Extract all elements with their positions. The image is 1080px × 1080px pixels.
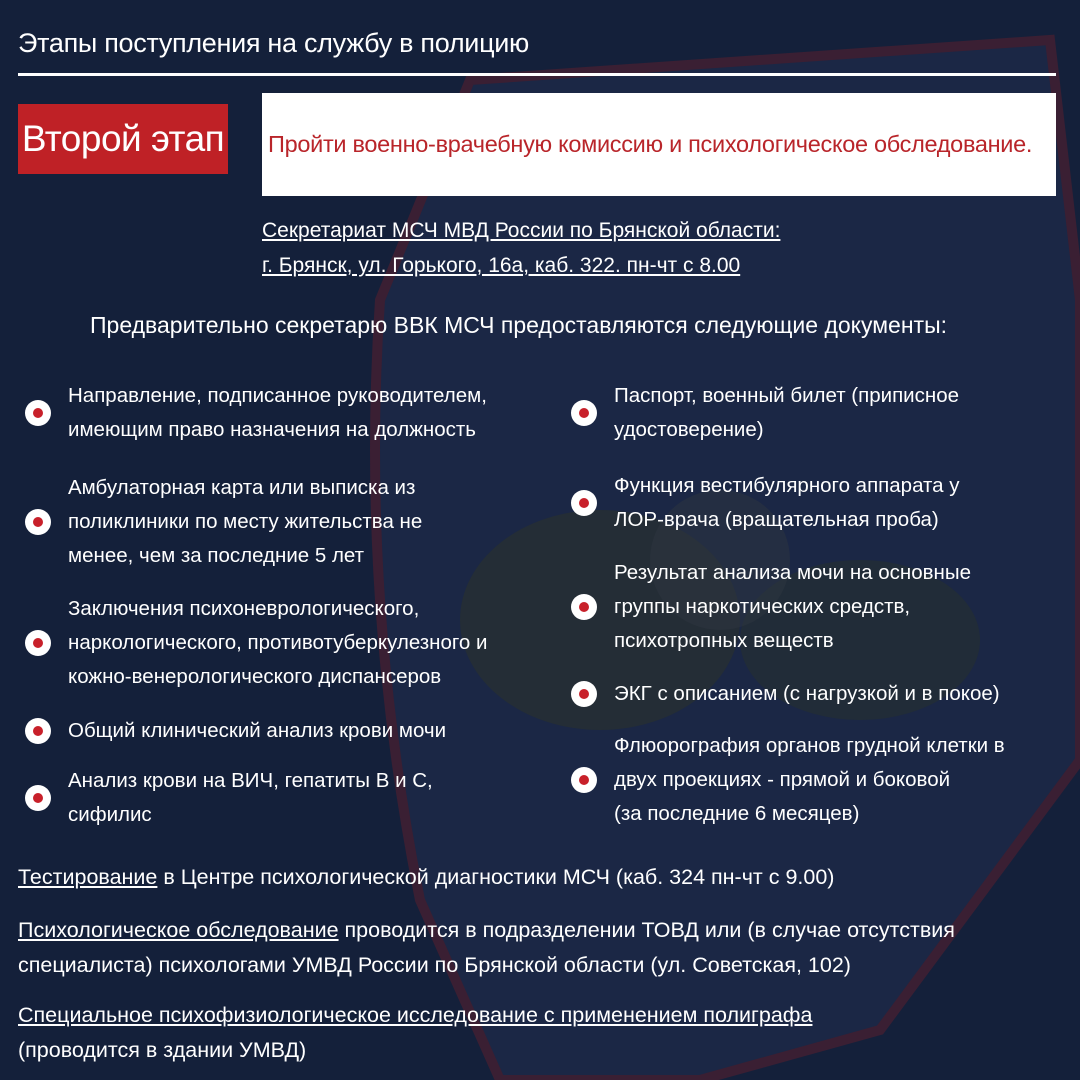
bullet-icon xyxy=(571,490,597,516)
note-polygraph-text: (проводится в здании УМВД) xyxy=(18,1038,307,1062)
note-psych-text: проводится в подразделении ТОВД или (в случае отсутствия xyxy=(338,918,955,942)
document-item xyxy=(571,556,971,658)
bullet-icon xyxy=(25,718,51,744)
document-item xyxy=(25,764,433,832)
document-text-line: поликлиники по месту жительства не xyxy=(68,510,423,533)
note-testing-title: Тестирование xyxy=(18,865,158,889)
document-item xyxy=(571,379,959,447)
document-text-line: Анализ крови на ВИЧ, гепатиты В и С, xyxy=(68,769,433,792)
document-text-line: Амбулаторная карта или выписка из xyxy=(68,476,416,499)
note-psych xyxy=(18,913,955,983)
bullet-icon xyxy=(25,785,51,811)
document-text-line: ЛОР-врача (вращательная проба) xyxy=(614,508,939,531)
bullet-icon xyxy=(571,594,597,620)
document-text-line: ЭКГ с описанием (с нагрузкой и в покое) xyxy=(614,682,1000,705)
document-text-line: менее, чем за последние 5 лет xyxy=(68,544,365,567)
bullet-icon xyxy=(25,400,51,426)
bullet-icon xyxy=(25,509,51,535)
bullet-icon xyxy=(571,681,597,707)
note-testing xyxy=(18,860,834,895)
office-name: Секретариат МСЧ МВД России по Брянской области: xyxy=(262,219,781,242)
document-text-line: двух проекциях - прямой и боковой xyxy=(614,768,951,791)
document-text-line: сифилис xyxy=(68,803,152,826)
note-polygraph-title: Специальное психофизиологическое исследование с применением полиграфа xyxy=(18,1003,813,1027)
bullet-icon xyxy=(571,400,597,426)
note-psych-text: специалиста) психологами УМВД России по Брянской области (ул. Советская, 102) xyxy=(18,953,851,977)
document-item xyxy=(571,469,960,537)
document-item xyxy=(25,379,487,447)
office-address xyxy=(262,213,780,283)
stage-description-box xyxy=(262,93,1056,196)
document-text-line: имеющим право назначения на должность xyxy=(68,418,476,441)
bullet-icon xyxy=(25,630,51,656)
bullet-icon xyxy=(571,767,597,793)
document-text-line: Общий клинический анализ крови мочи xyxy=(68,719,447,742)
document-text-line: группы наркотических средств, xyxy=(614,595,911,618)
page-title: Этапы поступления на службу в полицию xyxy=(18,28,529,58)
document-text-line: Направление, подписанное руководителем, xyxy=(68,384,487,407)
stage-badge: Второй этап xyxy=(18,104,228,174)
document-text-line: психотропных веществ xyxy=(614,629,834,652)
document-text-line: (за последние 6 месяцев) xyxy=(614,802,860,825)
note-polygraph xyxy=(18,998,812,1068)
document-text-line: Паспорт, военный билет (приписное xyxy=(614,384,959,407)
document-item xyxy=(571,729,1005,831)
stage-description: Пройти военно-врачебную комиссию и психологическое обследование. xyxy=(268,131,1033,157)
note-testing-text: в Центре психологической диагностики МСЧ (каб. 324 пн-чт с 9.00) xyxy=(157,865,835,889)
document-text-line: наркологического, противотуберкулезного и xyxy=(68,631,488,654)
document-text-line: Заключения психоневрологического, xyxy=(68,597,420,620)
office-location: г. Брянск, ул. Горького, 16а, каб. 322. пн-чт с 8.00 xyxy=(262,254,741,277)
note-psych-title: Психологическое обследование xyxy=(18,918,339,942)
document-item xyxy=(25,471,422,573)
header-divider xyxy=(18,73,1056,76)
document-text-line: Результат анализа мочи на основные xyxy=(614,561,971,584)
document-item xyxy=(25,592,487,694)
document-text-line: удостоверение) xyxy=(614,418,764,441)
documents-intro: Предварительно секретарю ВВК МСЧ предоставляются следующие документы: xyxy=(90,312,947,338)
document-text-line: кожно-венерологического диспансеров xyxy=(68,665,442,688)
document-item xyxy=(25,714,446,748)
document-text-line: Флюорография органов грудной клетки в xyxy=(614,734,1005,757)
document-text-line: Функция вестибулярного аппарата у xyxy=(614,474,960,497)
document-item xyxy=(571,677,1000,711)
